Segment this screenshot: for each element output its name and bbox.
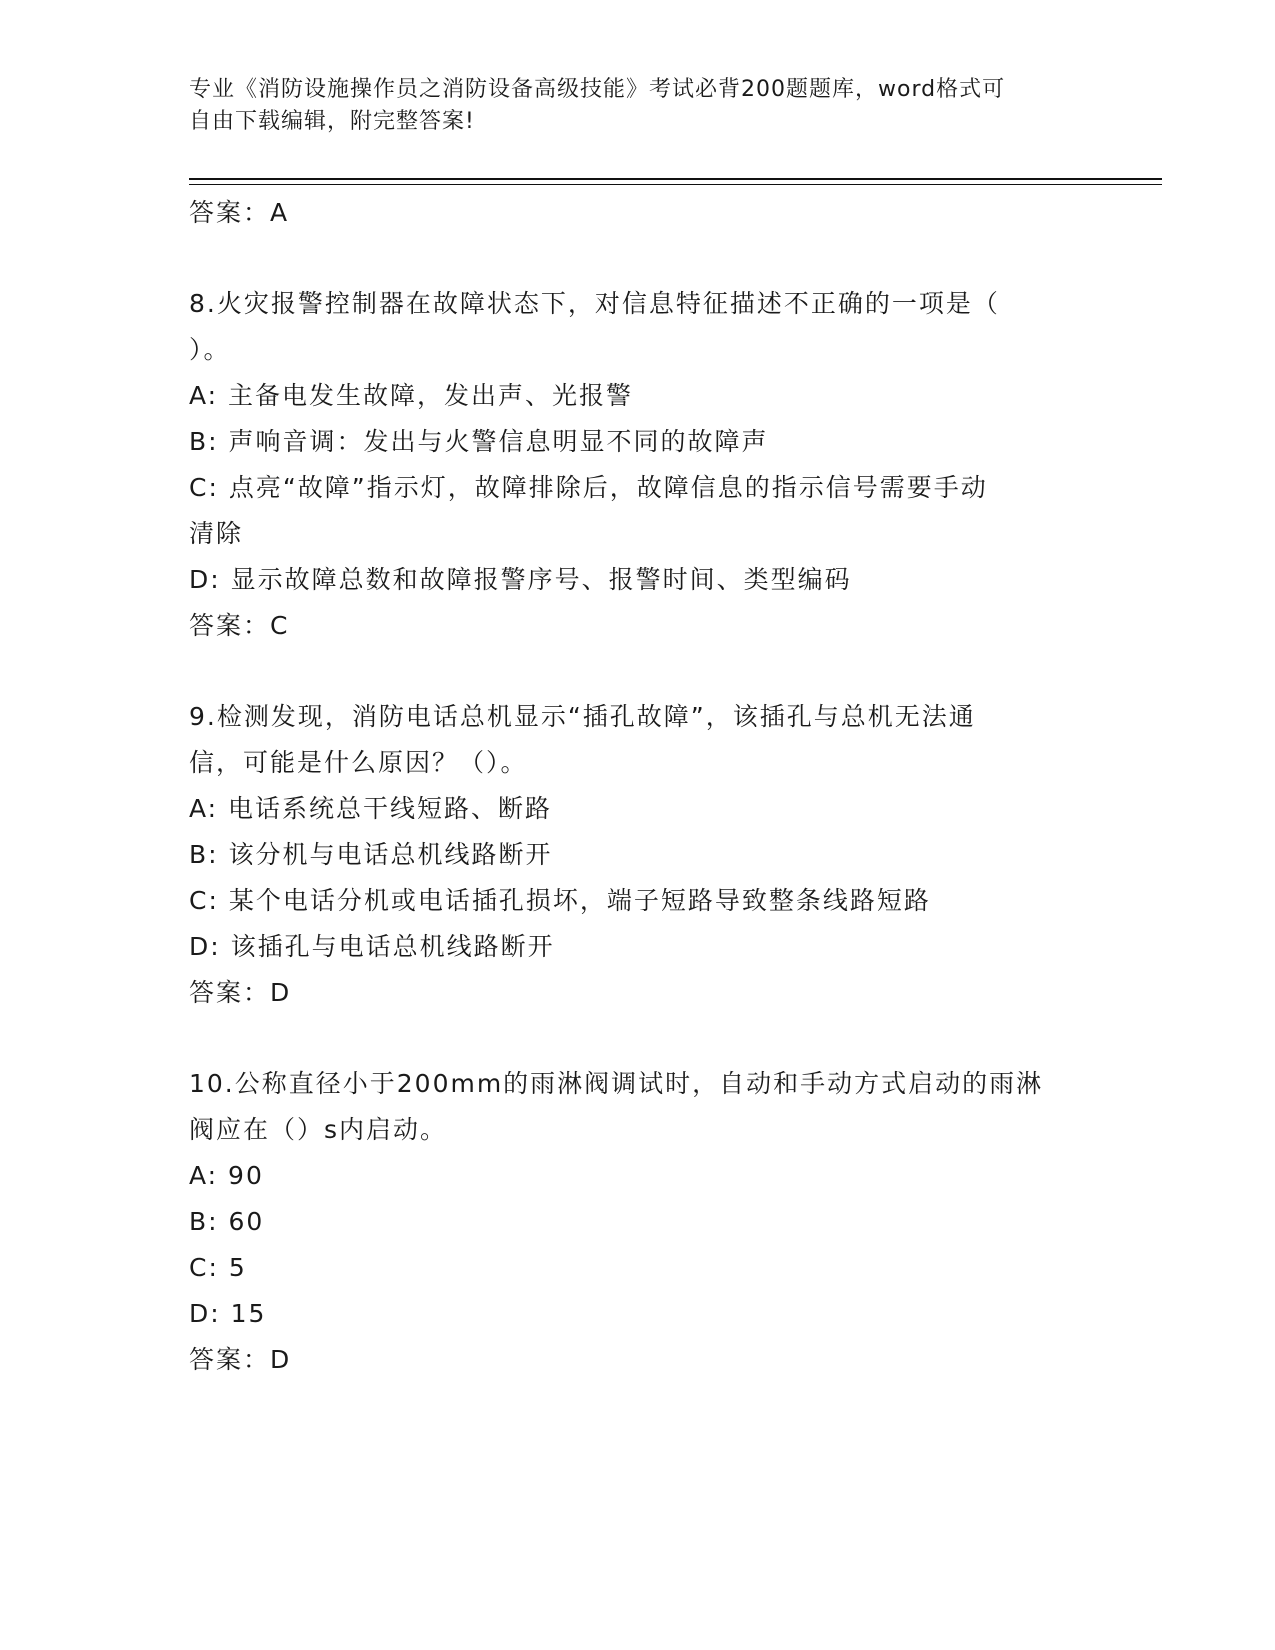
option-d: D: 显示故障总数和故障报警序号、报警时间、类型编码 [189,565,852,594]
option-c: C: 某个电话分机或电话插孔损坏，端子短路导致整条线路短路 [189,886,931,915]
question-block-9 [189,694,1089,1016]
question-stem: 10.公称直径小于200mm的雨淋阀调试时，自动和手动方式启动的雨淋 [189,1069,1044,1098]
option-d: D: 15 [189,1299,267,1328]
answer: 答案：D [189,1345,292,1374]
header-rule-thick [189,178,1162,180]
question-stem: 9.检测发现，消防电话总机显示“插孔故障”，该插孔与总机无法通 [189,702,976,731]
question-stem-cont: 阀应在（）s内启动。 [189,1115,448,1144]
question-stem-cont: 信，可能是什么原因？（）。 [189,748,528,777]
page-header [189,74,1089,138]
question-block-10 [189,1061,1089,1383]
document-body [189,190,1089,1383]
header-line-1: 专业《消防设施操作员之消防设备高级技能》考试必背200题题库，word格式可 [189,77,1006,102]
option-c: C: 点亮“故障”指示灯，故障排除后，故障信息的指示信号需要手动 [189,473,988,502]
question-stem-cont: ）。 [189,335,231,364]
option-b: B: 该分机与电话总机线路断开 [189,840,553,869]
option-c-cont: 清除 [189,519,244,548]
answer: 答案：D [189,978,292,1007]
option-a: A: 主备电发生故障，发出声、光报警 [189,381,634,410]
prev-answer: 答案：A [189,198,290,227]
header-line-2: 自由下载编辑，附完整答案! [189,109,475,134]
option-a: A: 电话系统总干线短路、断路 [189,794,553,823]
question-stem: 8.火灾报警控制器在故障状态下，对信息特征描述不正确的一项是（ [189,289,1000,318]
option-b: B: 60 [189,1207,265,1236]
header-rule-thin [189,184,1162,185]
option-d: D: 该插孔与电话总机线路断开 [189,932,555,961]
option-c: C: 5 [189,1253,247,1282]
question-block-8 [189,281,1089,649]
option-b: B: 声响音调：发出与火警信息明显不同的故障声 [189,427,769,456]
option-a: A: 90 [189,1161,264,1190]
answer: 答案：C [189,611,290,640]
